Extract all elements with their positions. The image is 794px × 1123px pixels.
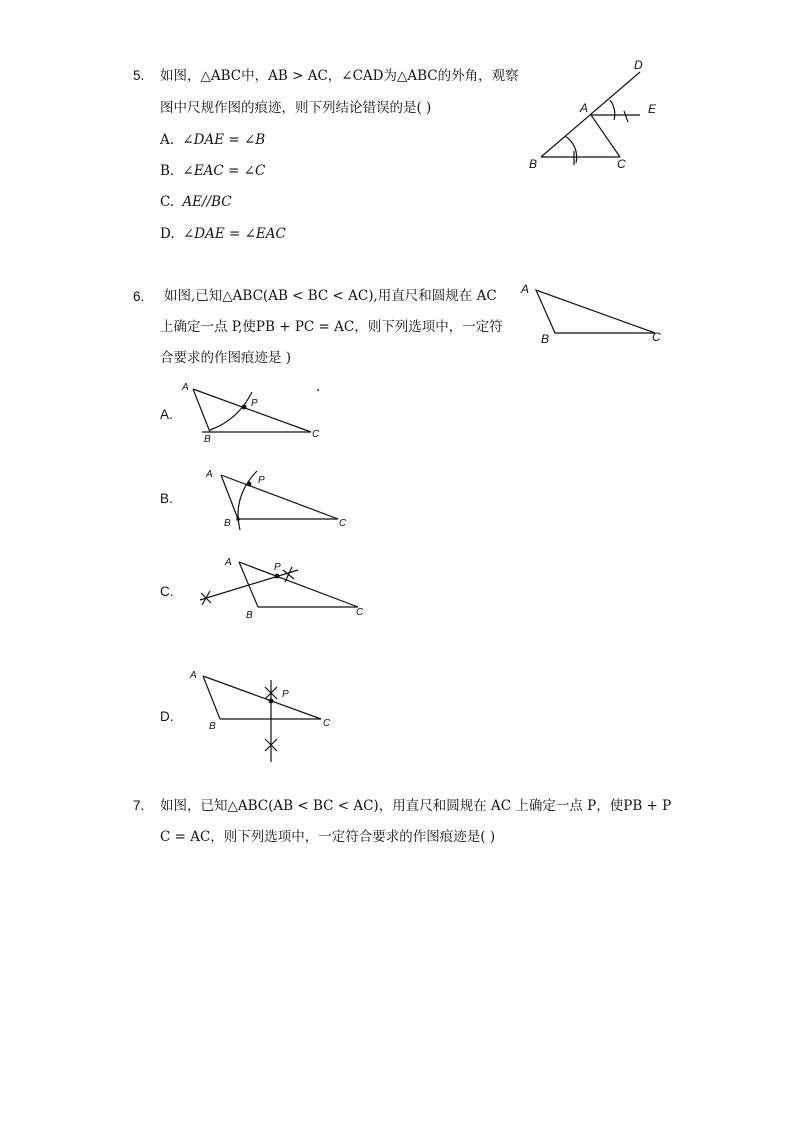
q6d-label-a: A bbox=[190, 670, 197, 681]
q6b-label-a: A bbox=[206, 469, 213, 480]
q5-stem-line2: 图中尺规作图的痕迹，则下列结论错误的是( ) bbox=[160, 100, 432, 116]
q6c-label-b: B bbox=[246, 610, 253, 621]
q6a-label-b: B bbox=[204, 434, 211, 445]
q5-label-e: E bbox=[648, 102, 657, 116]
q6-option-c-letter[interactable]: C. bbox=[160, 584, 174, 599]
q5-number: 5. bbox=[133, 68, 145, 83]
q6-stem-line1: 如图,已知△ABC(AB < BC < AC),用直尺和圆规在 AC bbox=[164, 288, 497, 304]
q6a-label-c: C bbox=[312, 429, 320, 440]
q6-option-a-letter[interactable]: A. bbox=[160, 407, 173, 422]
q6d-label-b: B bbox=[209, 721, 216, 732]
q5-label-a: A bbox=[580, 101, 589, 115]
q7-number: 7. bbox=[133, 798, 145, 813]
q6c-label-a: A bbox=[225, 557, 232, 568]
q7-stem-line2: C = AC，则下列选项中，一定符合要求的作图痕迹是( ) bbox=[160, 829, 496, 845]
q5-option-b[interactable] bbox=[160, 162, 265, 180]
q6-number: 6. bbox=[133, 289, 145, 304]
stray-mark: . bbox=[316, 379, 321, 395]
option-letter: C. bbox=[160, 194, 175, 210]
q5-option-a[interactable] bbox=[160, 131, 265, 149]
q6c-label-c: C bbox=[356, 607, 364, 618]
q6-stem-line3: 合要求的作图痕迹是 ) bbox=[160, 350, 292, 366]
q6d-label-p: P bbox=[282, 689, 289, 700]
q6a-label-p: P bbox=[251, 398, 258, 409]
option-text: ∠EAC = ∠C bbox=[182, 163, 266, 179]
option-text: ∠DAE = ∠EAC bbox=[182, 226, 286, 242]
q6-label-c: C bbox=[652, 330, 661, 344]
option-letter: B. bbox=[160, 163, 175, 179]
q6-stem-line2: 上确定一点 P,使PB + PC = AC，则下列选项中，一定符 bbox=[160, 319, 503, 335]
q5-option-c[interactable] bbox=[160, 193, 232, 211]
q6b-label-p: P bbox=[258, 475, 265, 486]
q5-label-c: C bbox=[617, 157, 626, 171]
q5-label-d: D bbox=[634, 58, 643, 72]
q6b-label-b: B bbox=[224, 518, 231, 529]
q6b-label-c: C bbox=[339, 518, 347, 529]
q7-stem-line1: 如图，已知△ABC(AB < BC < AC)，用直尺和圆规在 AC 上确定一点 P，使PB + P bbox=[160, 798, 672, 814]
q6c-label-p: P bbox=[274, 562, 281, 573]
q5-figure-lines bbox=[541, 72, 640, 165]
q6-label-a: A bbox=[521, 282, 530, 296]
q6a-label-a: A bbox=[182, 382, 189, 393]
q6-option-b-letter[interactable]: B. bbox=[160, 491, 173, 506]
option-text: ∠DAE = ∠B bbox=[182, 132, 266, 148]
option-text: AE//BC bbox=[182, 194, 232, 210]
option-letter: D. bbox=[160, 226, 175, 242]
q6d-label-c: C bbox=[323, 718, 331, 729]
q5-option-d[interactable] bbox=[160, 225, 286, 243]
option-letter: A. bbox=[160, 132, 175, 148]
q5-label-b: B bbox=[529, 157, 538, 171]
q6-option-d-letter[interactable]: D. bbox=[160, 709, 174, 724]
q6-label-b: B bbox=[541, 332, 550, 346]
q5-stem-line1: 如图，△ABC中，AB > AC，∠CAD为△ABC的外角，观察 bbox=[160, 68, 519, 84]
